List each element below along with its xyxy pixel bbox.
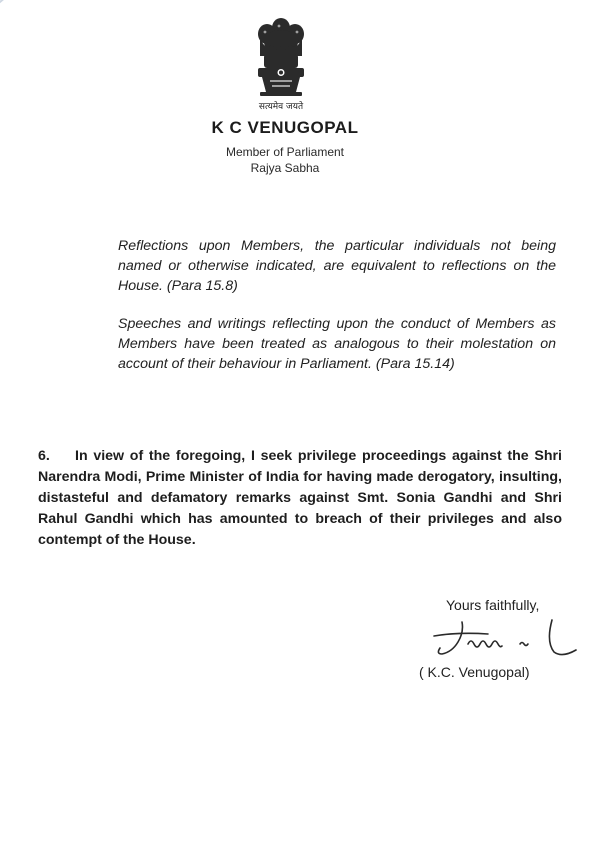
emblem-motto: सत्यमेव जयते — [258, 102, 304, 112]
paragraph-number: 6. — [38, 448, 50, 464]
signatory-name: ( K.C. Venugopal) — [419, 664, 530, 680]
closing-salutation: Yours faithfully, — [446, 597, 540, 613]
paragraph-6 — [38, 446, 562, 551]
sender-role: Member of Parliament — [225, 145, 345, 159]
quoted-rule-para-15-14: Speeches and writings reflecting upon the conduct of Members as Members have been treated as analogous to their molestation on account of their behaviour in Parliament. (Para 15.14) — [118, 316, 556, 372]
sender-house: Rajya Sabha — [250, 161, 320, 175]
paragraph-text: In view of the foregoing, I seek privilege proceedings against the Shri Narendra Modi, Prime Minister of India for having made derogatory, insulting, distasteful and defamatory remarks against Smt. Sonia Gandhi and Shri Rahul Gandhi which has amounted to breach of their privileges and also contempt of the House. — [38, 448, 562, 548]
scan-corner-mark — [0, 0, 25, 8]
national-emblem-icon — [246, 14, 316, 98]
quoted-rule-para-15-8: Reflections upon Members, the particular individuals not being named or otherwise indicated, are equivalent to reflections on the House. (Para 15.8) — [118, 238, 556, 294]
handwritten-signature — [428, 612, 588, 668]
sender-name: K C VENUGOPAL — [211, 118, 359, 137]
